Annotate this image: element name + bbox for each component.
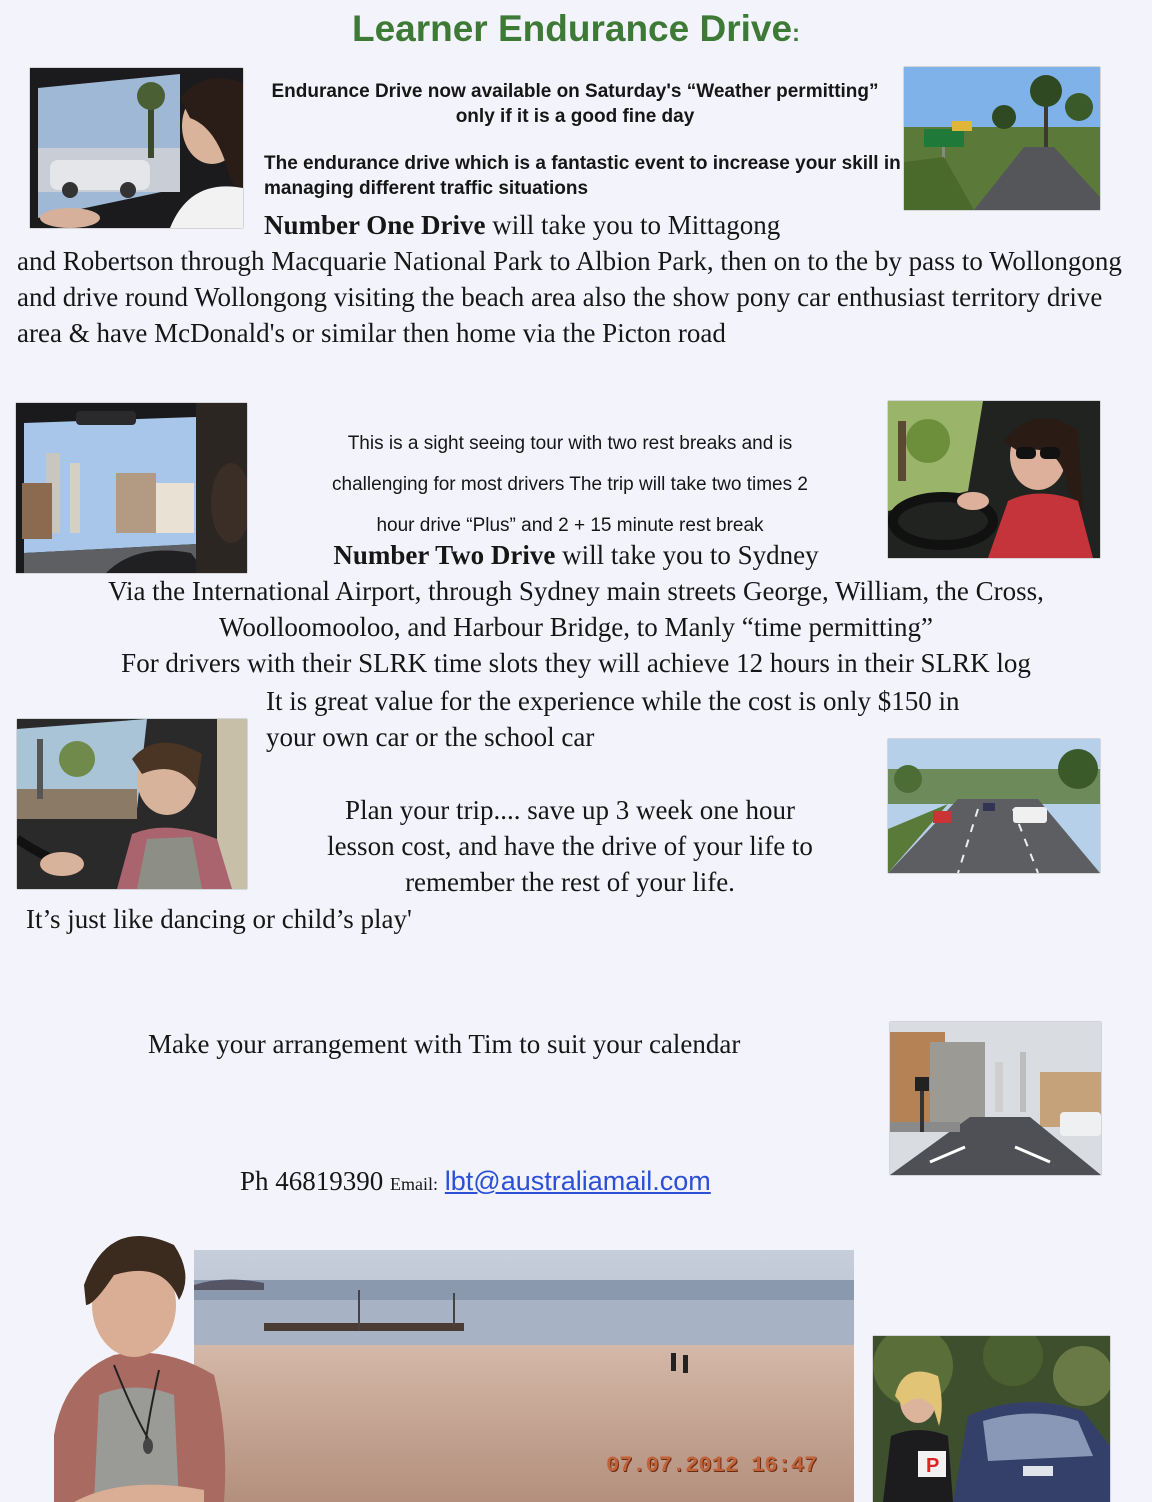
endurance-description: The endurance drive which is a fantastic event to increase your skill in managing different traffic situations (264, 153, 901, 199)
photo-multi-lane-road (888, 739, 1100, 873)
drive-two-line-2: Via the International Airport, through Sydney main streets George, William, the Cross, (108, 576, 1044, 606)
email-label: Email: (390, 1174, 439, 1194)
email-link[interactable]: lbt@australiamail.com (444, 1166, 711, 1196)
plan-statement (270, 792, 870, 900)
drive-one-first-line: will take you to Mittagong (485, 210, 781, 240)
photo-woman-sunglasses-driving (888, 401, 1100, 558)
page-title-text: Learner Endurance Drive (351, 8, 793, 49)
svg-text:P: P (926, 1455, 940, 1477)
photo-young-man-in-car (17, 719, 247, 889)
page-title (0, 8, 1152, 50)
drive-two-intro (0, 537, 1152, 573)
phone-number: Ph 46819390 (240, 1166, 384, 1196)
tour-line-1: This is a sight seeing tour with two rest breaks and is (347, 433, 793, 454)
photo-beach-with-young-man (54, 1205, 854, 1502)
tour-line-3: hour drive “Plus” and 2 + 15 minute rest break (376, 515, 764, 536)
drive-one-intro (264, 207, 780, 243)
drive-two-line-4: For drivers with their SLRK time slots they will achieve 12 hours in their SLRK log (121, 648, 1031, 678)
drive-one-route: and Robertson through Macquarie National Park to Albion Park, then on to the by pass to Wollongong and drive round Wollongong visiting the beach area also the show pony car enthusiast territory drive area & have McDonald's or similar then home via the Picton road (17, 246, 1122, 348)
photo-girl-driving (30, 68, 243, 228)
availability-notice: Endurance Drive now available on Saturday's “Weather permitting” only if it is a good fine day (271, 81, 879, 127)
value-statement (266, 683, 960, 755)
photo-timestamp: 07.07.2012 16:47 (606, 1453, 818, 1478)
contact-line (240, 1163, 711, 1202)
drive-two-first-line: will take you to Sydney (555, 540, 819, 570)
page-title-colon: : (792, 20, 801, 47)
arrangement-note: Make your arrangement with Tim to suit your calendar (148, 1029, 741, 1059)
drive-two-route (0, 573, 1152, 681)
photo-city-intersection (890, 1022, 1101, 1175)
photo-girl-with-p-plate (873, 1336, 1110, 1502)
drive-one-heading: Number One Drive (264, 210, 486, 240)
photo-road-signs (904, 67, 1100, 210)
plan-line-1: Plan your trip.... save up 3 week one hour (345, 795, 795, 825)
tour-line-2: challenging for most drivers The trip will take two times 2 (332, 474, 808, 495)
value-line-2: your own car or the school car (266, 722, 595, 752)
tour-description (262, 423, 878, 546)
drive-two-line-3: Woolloomooloo, and Harbour Bridge, to Manly “time permitting” (219, 612, 933, 642)
plan-line-2: lesson cost, and have the drive of your life to (327, 831, 813, 861)
value-line-1: It is great value for the experience while the cost is only $150 in (266, 686, 960, 716)
drive-two-heading: Number Two Drive (333, 540, 556, 570)
closing-line: It’s just like dancing or child’s play' (26, 904, 412, 934)
plan-line-3: remember the rest of your life. (405, 867, 735, 897)
